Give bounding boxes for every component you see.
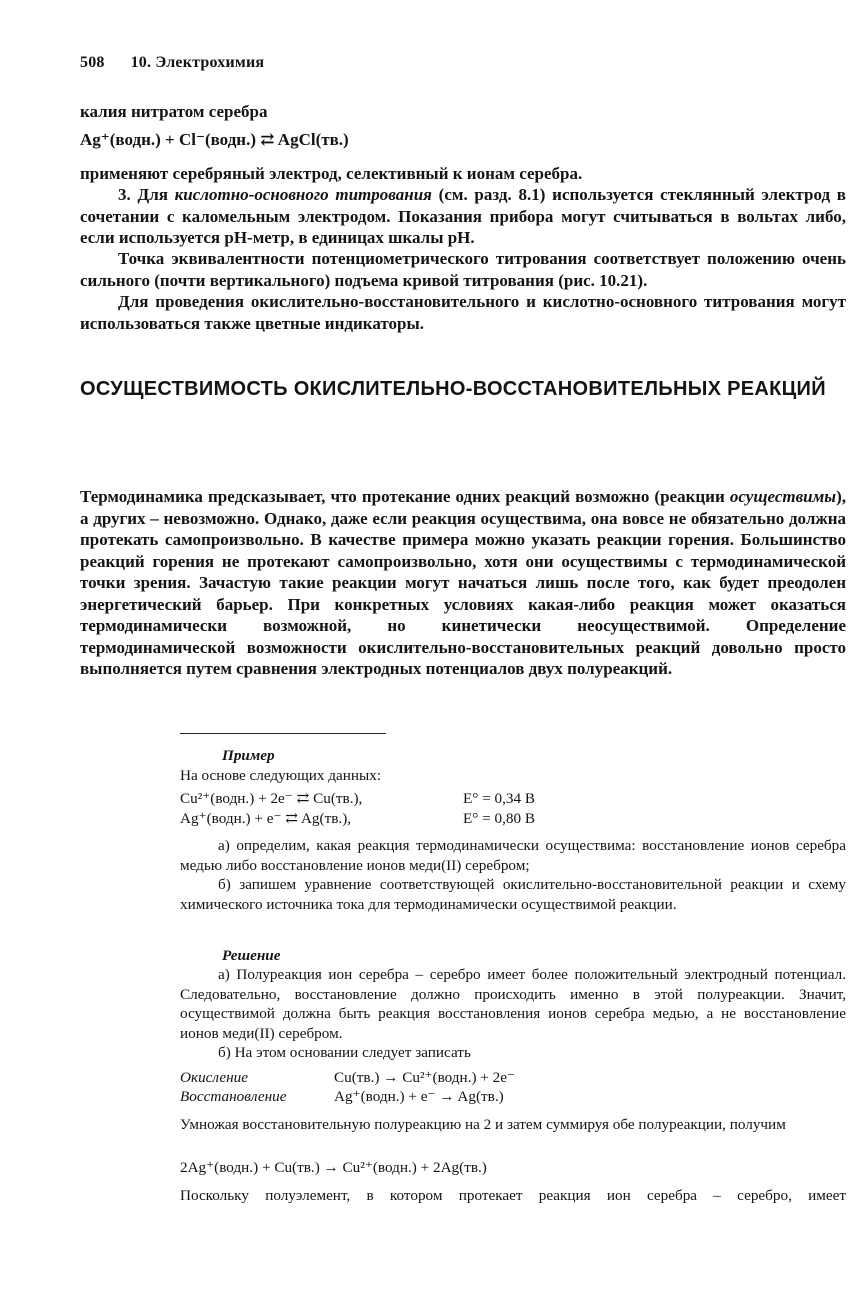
last-line: Поскольку полуэлемент, в котором протекает реакция ион серебра – серебро, имеет	[180, 1187, 846, 1204]
example-reaction-2	[180, 809, 846, 829]
oxidation-equation: Cu(тв.) → Cu²⁺(водн.) + 2e⁻	[334, 1069, 516, 1086]
reduction-label: Восстановление	[180, 1088, 287, 1105]
example-divider	[180, 733, 386, 734]
half-reaction-reduction	[180, 1087, 846, 1107]
potential-ag: E° = 0,80 В	[463, 810, 536, 827]
paragraph-acid-base	[80, 184, 846, 249]
equation-ag: Ag⁺(водн.) + e⁻ ⇄ Ag(тв.),	[180, 810, 352, 827]
multiply-paragraph: Умножая восстановительную полуреакцию на 2 и затем суммируя обе полуреакции, получим	[180, 1116, 786, 1133]
half-reaction-oxidation	[180, 1068, 846, 1088]
section-heading: ОСУЩЕСТВИМОСТЬ ОКИСЛИТЕЛЬНО-ВОССТАНОВИТЕЛЬНЫХ РЕАКЦИЙ	[80, 378, 826, 400]
potential-cu: E° = 0,34 В	[463, 790, 536, 807]
intro-reaction: Ag⁺(водн.) + Cl⁻(водн.) ⇄ AgCl(тв.)	[80, 130, 349, 149]
section-paragraph	[80, 486, 846, 680]
oxidation-label: Окисление	[180, 1069, 249, 1086]
example-intro: На основе следующих данных:	[180, 767, 382, 784]
intro-line-2: применяют серебряный электрод, селективный к ионам серебра.	[80, 164, 583, 183]
paragraph-prefix: 3. Для	[118, 185, 175, 204]
intro-line: калия нитратом серебра	[80, 102, 268, 121]
example-reaction-1	[180, 789, 846, 809]
term-feasible: осуществимы	[729, 487, 837, 506]
section-paragraph-part2: ), а других – невозможно. Однако, даже если реакция осуществима, она вовсе не обязательно должна протекать самопроизвольно. В качестве примера можно указать реакции горения. Большинство реакций горения не протекают самопроизвольно, хотя они осуществимы с термодинамической точки зрения. Зачастую такие реакции могут начаться лишь после того, как будет преодолен энергетический барьер. При конкретных условиях какая-либо реакция может оказаться термодинамически возможной, но кинетически неосуществимой. Определение термодинамической возможности окислительно-восстановительных реакций довольно просто выполняется путем сравнения электродных потенциалов двух полуреакций.	[80, 487, 846, 678]
example-task-a: а) определим, какая реакция термодинамически осуществима: восстановление ионов серебра медью либо восстановление ионов меди(II) серебром;	[180, 837, 846, 874]
paragraph-equivalence: Точка эквивалентности потенциометрического титрования соответствует положению очень сильного (почти вертикального) подъема кривой титрования (рис. 10.21).	[80, 249, 846, 290]
paragraph-indicators: Для проведения окислительно-восстановительного и кислотно-основного титрования могут использоваться также цветные индикаторы.	[80, 292, 846, 333]
page-number: 508	[80, 54, 105, 71]
running-header	[80, 54, 264, 72]
reduction-equation: Ag⁺(водн.) + e⁻ → Ag(тв.)	[334, 1088, 504, 1105]
section-paragraph-part1: Термодинамика предсказывает, что протекание одних реакций возможно (реакции	[80, 487, 730, 506]
chapter-title: 10. Электрохимия	[130, 54, 265, 71]
overall-reaction: 2Ag⁺(водн.) + Cu(тв.) → Cu²⁺(водн.) + 2Ag(тв.)	[180, 1159, 487, 1176]
term-acid-base-titration: кислотно-основного титрования	[174, 185, 432, 204]
example-label: Пример	[222, 747, 275, 764]
solution-label: Решение	[222, 947, 281, 964]
solution-paragraph-b: б) На этом основании следует записать	[218, 1044, 471, 1061]
paragraph-rest: (см. разд. 8.1) используется стеклянный электрод в сочетании с каломельным электродом. Показания прибора могут считываться в вольтах либо, если используется pH-метр, в единицах шкалы pH.	[80, 185, 846, 247]
equation-cu: Cu²⁺(водн.) + 2e⁻ ⇄ Cu(тв.),	[180, 790, 363, 807]
solution-paragraph-a: а) Полуреакция ион серебра – серебро имеет более положительный электродный потенциал. Следовательно, восстановление должно происходить именно в этой полуреакции. Значит, осуществимой должна быть реакция восстановления ионов серебра медью, а не восстановление ионов меди(II) серебром.	[180, 966, 846, 1042]
example-task-b: б) запишем уравнение соответствующей окислительно-восстановительной реакции и схему химического источника тока для термодинамически осуществимой реакции.	[180, 876, 846, 913]
